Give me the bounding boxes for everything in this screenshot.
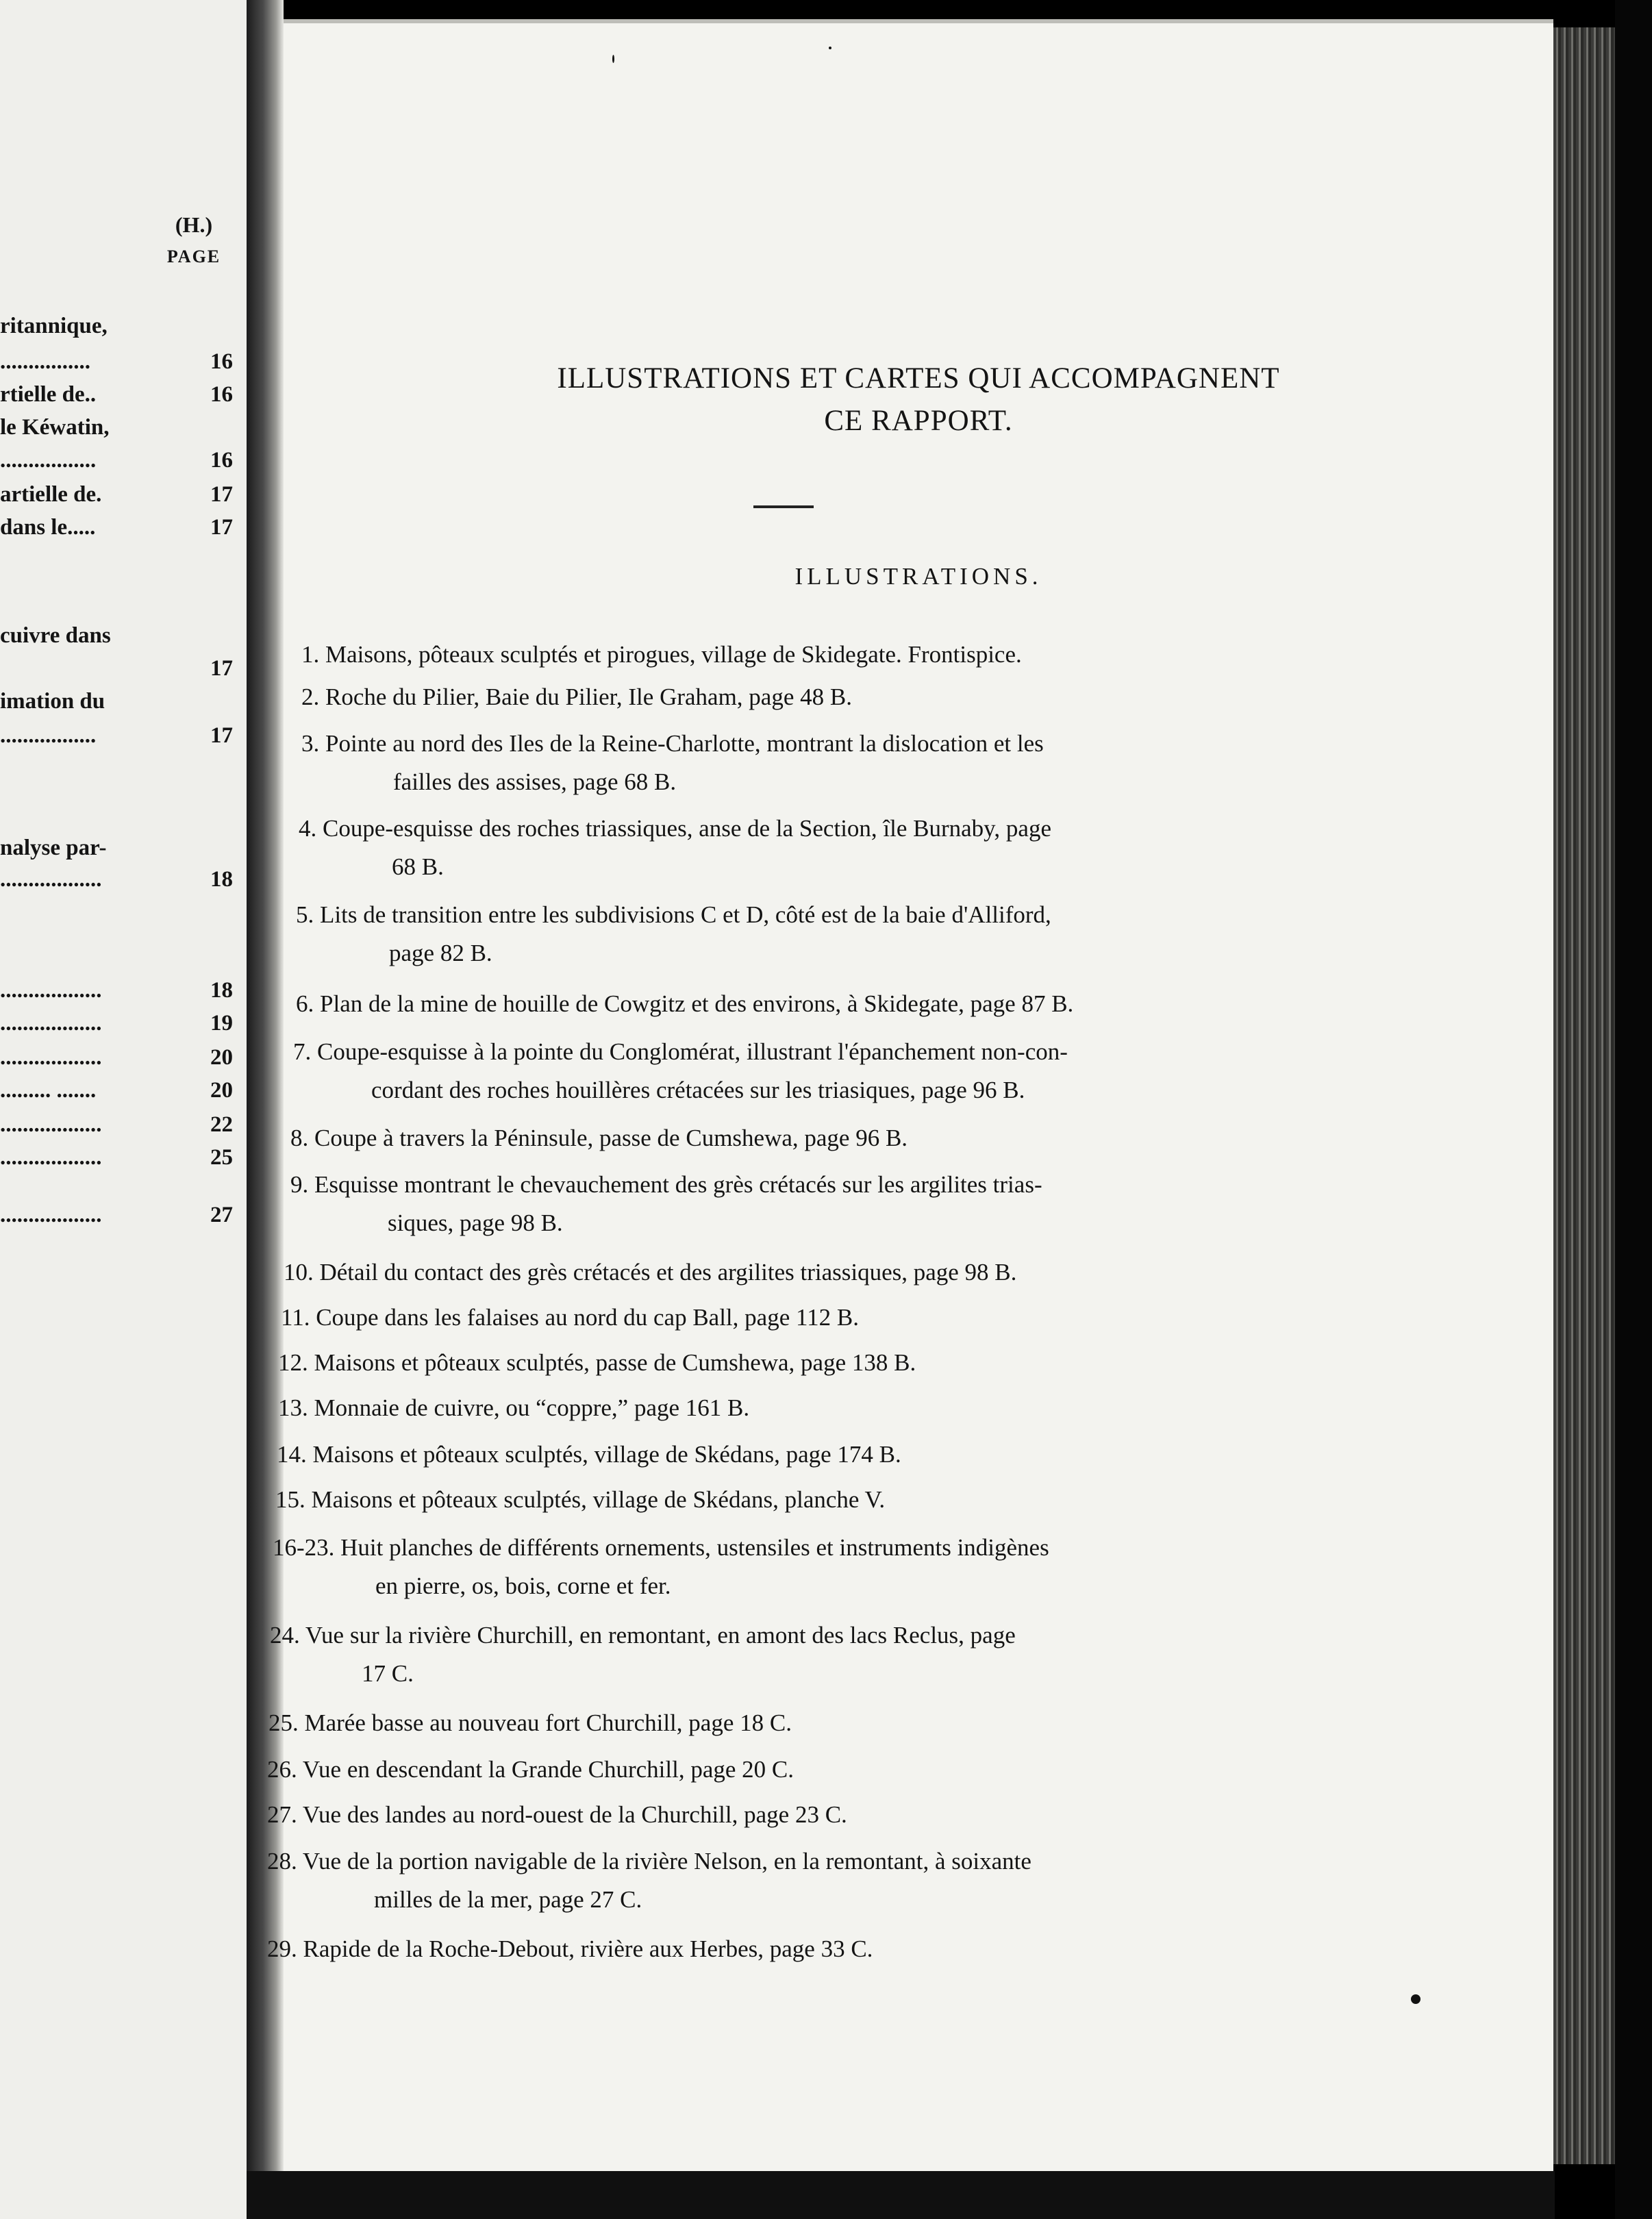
item-text: Maisons et pôteaux sculptés, village de Skédans, page 174 B. [312,1441,901,1468]
item-number: 29. [267,1935,297,1962]
toc-row-page: 17 [210,515,233,540]
ink-speck [829,47,831,49]
toc-row [0,482,233,512]
list-item [281,1299,859,1337]
header-label: PAGE [166,247,221,266]
list-item [301,725,1044,801]
list-item [273,1529,1049,1605]
toc-row [0,656,233,686]
toc-row-page: 18 [210,867,233,892]
toc-row-page: 16 [210,349,233,374]
toc-row [0,415,233,445]
item-text: Coupe dans les falaises au nord du cap Ball, page 112 B. [316,1304,860,1331]
item-number: 3. [301,730,320,757]
item-text: Roche du Pilier, Baie du Pilier, Ile Graham, page 48 B. [325,684,852,710]
list-item [267,1751,794,1789]
item-number: 24. [270,1622,300,1648]
list-item [275,1481,885,1519]
toc-row-text: imation du [0,689,105,714]
list-item [267,1930,873,1968]
toc-row-page: 22 [210,1112,233,1137]
title-rule [753,505,814,508]
list-item [267,1842,1031,1919]
item-text: Monnaie de cuivre, ou “coppre,” page 161 B. [314,1394,750,1421]
toc-row [0,978,233,1008]
toc-row-page: 17 [210,482,233,507]
toc-row-page: 17 [210,656,233,681]
item-text: Vue des landes au nord-ouest de la Churchill, page 23 C. [302,1801,847,1828]
toc-row [0,1045,233,1075]
item-number: 26. [267,1756,297,1783]
toc-row-text: dans le..... [0,515,96,540]
list-item [268,1704,792,1742]
item-number: 4. [299,815,317,842]
toc-row-text: nalyse par- [0,836,107,860]
item-text: Pointe au nord des Iles de la Reine-Charlotte, montrant la dislocation et les [325,730,1044,757]
item-text-continued: en pierre, os, bois, corne et fer. [375,1572,671,1599]
toc-row-page: 16 [210,448,233,473]
toc-row-text: cuivre dans [0,623,111,648]
item-number: 27. [267,1801,297,1828]
item-text: Maisons et pôteaux sculptés, passe de Cumshewa, page 138 B. [314,1349,916,1376]
item-number: 14. [277,1441,307,1468]
toc-row [0,836,233,866]
item-text-continued: failles des assises, page 68 B. [393,768,677,795]
toc-row-text: .................. [0,867,102,892]
left-page-content [0,0,247,2219]
header-marker: (H.) [175,212,213,237]
item-text-continued: cordant des roches houillères crétacées sur les triasiques, page 96 B. [371,1077,1025,1103]
toc-row [0,349,233,379]
toc-row-text: ................ [0,349,90,374]
toc-row [0,1112,233,1142]
toc-row [0,723,233,753]
page-edges [1553,27,1615,2164]
toc-row [0,1078,233,1108]
toc-row-page: 20 [210,1078,233,1103]
toc-row-text: le Kéwatin, [0,415,110,440]
item-text-continued: 17 C. [362,1660,414,1687]
item-text-continued: siques, page 98 B. [388,1209,563,1236]
list-item [267,1796,847,1834]
item-number: 13. [278,1394,308,1421]
item-number: 15. [275,1486,305,1513]
toc-row-text: .................. [0,1145,102,1170]
ink-speck [1411,1994,1421,2004]
list-item [301,636,1022,674]
toc-row-page: 27 [210,1203,233,1227]
toc-row [0,1203,233,1233]
item-text: Coupe-esquisse à la pointe du Conglomérat, illustrant l'épanchement non-con- [317,1038,1068,1065]
toc-row-text: ................. [0,448,97,473]
toc-row [0,314,233,344]
item-number: 16-23. [273,1534,335,1561]
toc-row-text: rtielle de.. [0,382,97,407]
list-item [284,1253,1016,1292]
toc-row-text: .................. [0,1203,102,1227]
list-item [277,1436,901,1474]
toc-row-page: 25 [210,1145,233,1170]
page-title-line2: CE RAPPORT. [824,405,1013,437]
list-item [290,1166,1042,1242]
item-text-continued: 68 B. [392,853,444,880]
item-number: 1. [301,641,320,668]
item-text: Coupe-esquisse des roches triassiques, anse de la Section, île Burnaby, page [323,815,1051,842]
item-text: Vue sur la rivière Churchill, en remontant, en amont des lacs Reclus, page [305,1622,1016,1648]
scan-border-bottom [247,2171,1555,2219]
page-title: ILLUSTRATIONS ET CARTES QUI ACCOMPAGNENT [557,362,1280,394]
item-text: Coupe à travers la Péninsule, passe de Cumshewa, page 96 B. [314,1125,908,1151]
item-text: Maisons, pôteaux sculptés et pirogues, village de Skidegate. Frontispice. [325,641,1022,668]
item-text: Esquisse montrant le chevauchement des grès crétacés sur les argilites trias- [314,1171,1042,1198]
toc-row-text: .................. [0,1011,102,1036]
list-item [296,896,1051,973]
item-number: 7. [293,1038,312,1065]
section-title: ILLUSTRATIONS. [794,563,1042,590]
item-number: 28. [267,1848,297,1875]
list-item [293,1033,1068,1110]
item-number: 8. [290,1125,309,1151]
item-text: Lits de transition entre les subdivisions C et D, côté est de la baie d'Alliford, [320,901,1051,928]
toc-row [0,382,233,412]
item-text: Vue en descendant la Grande Churchill, page 20 C. [302,1756,794,1783]
item-text: Rapide de la Roche-Debout, rivière aux Herbes, page 33 C. [303,1935,873,1962]
scan-border [1615,0,1652,2219]
item-number: 9. [290,1171,309,1198]
item-text-continued: page 82 B. [389,940,492,966]
toc-row-page: 16 [210,382,233,407]
toc-row-text: .................. [0,1045,102,1070]
toc-row-text: ......... ....... [0,1078,97,1103]
toc-row-text: ritannique, [0,314,108,338]
toc-row [0,515,233,545]
list-item [299,810,1051,886]
item-text: Marée basse au nouveau fort Churchill, page 18 C. [304,1709,792,1736]
toc-row-page: 20 [210,1045,233,1070]
item-text: Détail du contact des grès crétacés et des argilites triassiques, page 98 B. [319,1259,1017,1286]
toc-row [0,1011,233,1041]
item-number: 25. [268,1709,299,1736]
toc-row [0,623,233,653]
list-item [278,1389,749,1427]
item-number: 11. [281,1304,310,1331]
toc-row-text: .................. [0,978,102,1003]
item-text: Vue de la portion navigable de la rivière Nelson, en la remontant, à soixante [302,1848,1031,1875]
toc-row [0,448,233,478]
list-item [301,678,852,716]
list-item [278,1344,916,1382]
toc-row-page: 18 [210,978,233,1003]
toc-row [0,1145,233,1175]
toc-row-page: 17 [210,723,233,748]
item-text-continued: milles de la mer, page 27 C. [374,1886,642,1913]
toc-row [0,689,233,719]
item-text: Maisons et pôteaux sculptés, village de Skédans, planche V. [311,1486,886,1513]
ink-speck [612,55,614,63]
item-text: Huit planches de différents ornements, ustensiles et instruments indigènes [340,1534,1049,1561]
toc-row-text: artielle de. [0,482,102,507]
toc-row-text: .................. [0,1112,102,1137]
item-number: 5. [296,901,314,928]
item-number: 6. [296,990,314,1017]
list-item [296,985,1073,1023]
toc-row-text: ................. [0,723,97,748]
toc-row [0,867,233,897]
list-item [270,1616,1016,1693]
item-number: 10. [284,1259,314,1286]
left-page-header [163,0,225,288]
item-number: 2. [301,684,320,710]
list-item [290,1119,908,1157]
item-number: 12. [278,1349,308,1376]
item-text: Plan de la mine de houille de Cowgitz et des environs, à Skidegate, page 87 B. [320,990,1074,1017]
toc-row-page: 19 [210,1011,233,1036]
